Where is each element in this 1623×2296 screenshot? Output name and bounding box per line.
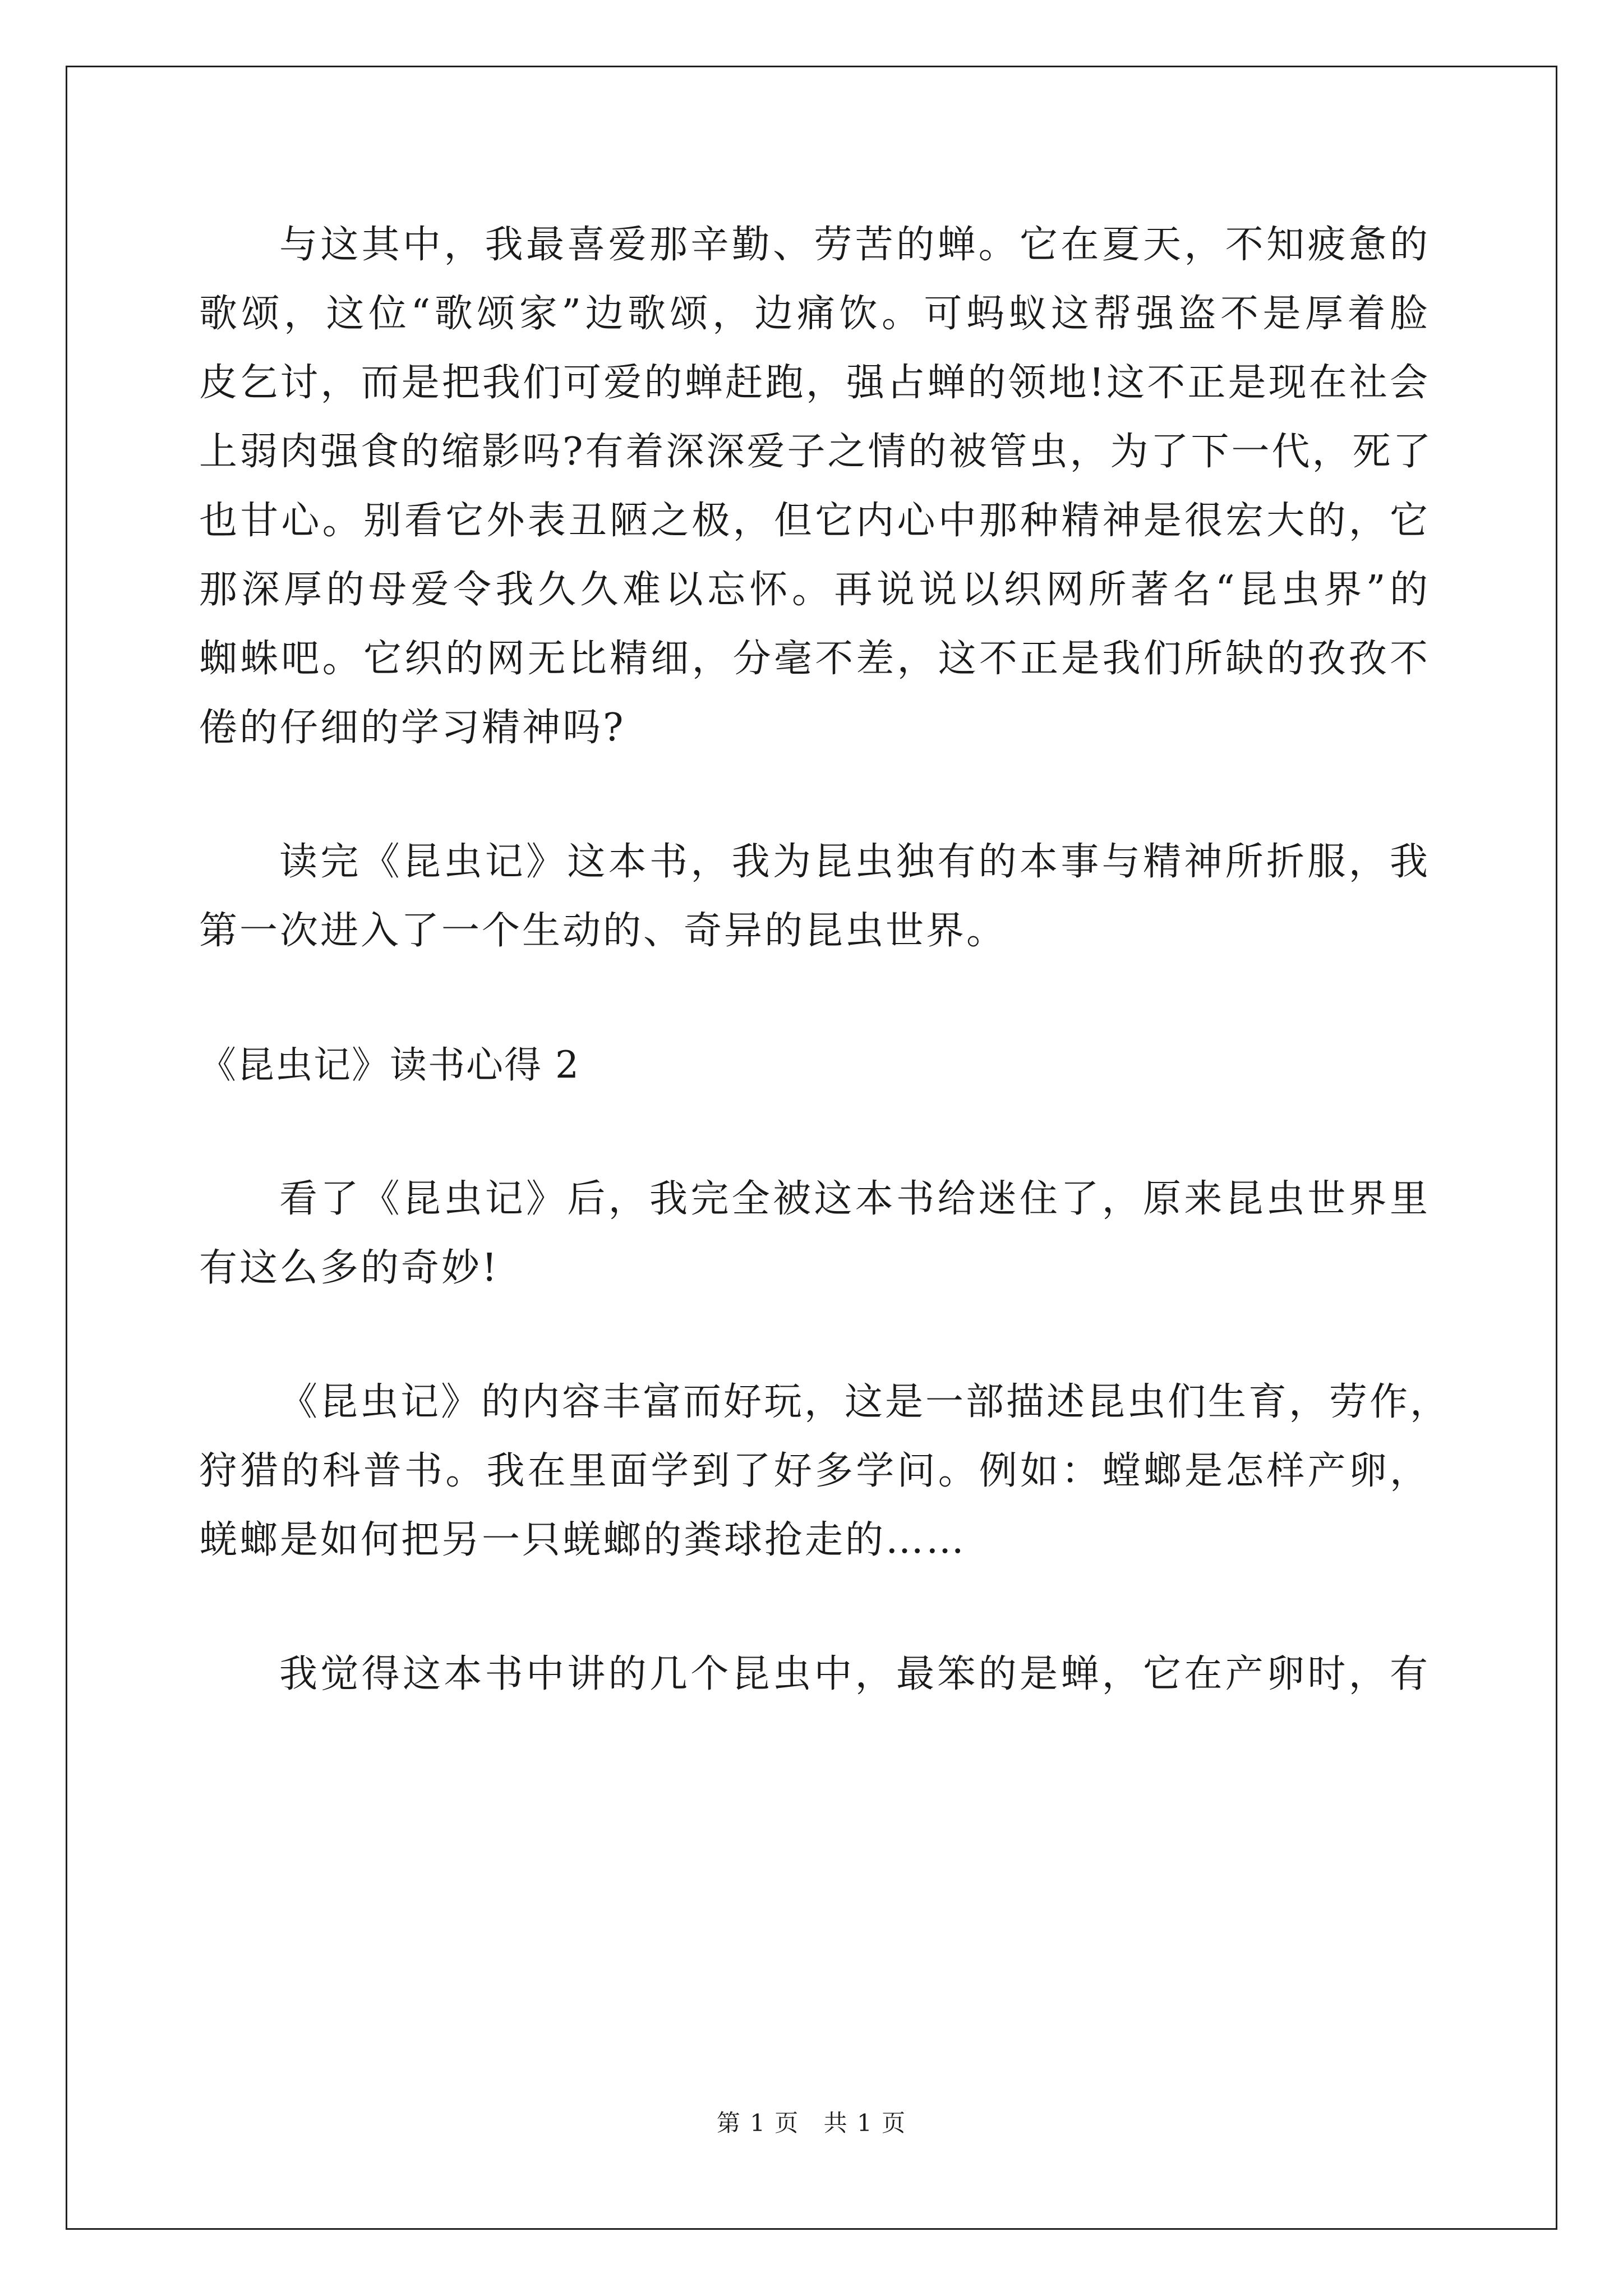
text-line: 看了《昆虫记》后，我完全被这本书给迷住了，原来昆虫世界里	[279, 1177, 1430, 1221]
document-body	[199, 210, 1451, 1709]
section-heading: 《昆虫记》读书心得 2	[199, 1043, 580, 1087]
text-line: 那深厚的母爱令我久久难以忘怀。再说说以织网所著名“昆虫界”的	[199, 568, 1430, 612]
text-line: 也甘心。别看它外表丑陋之极，但它内心中那种精神是很宏大的，它	[199, 499, 1430, 543]
paragraph-gap	[199, 1099, 1430, 1165]
text-line: 读完《昆虫记》这本书，我为昆虫独有的本事与精神所折服，我	[279, 840, 1430, 884]
page-footer	[0, 2106, 1623, 2140]
paragraph-gap	[199, 762, 1430, 827]
paragraph	[199, 1368, 1451, 1575]
paragraph	[199, 827, 1430, 965]
paragraph-gap	[199, 1303, 1430, 1368]
text-line: 有这么多的奇妙!	[199, 1246, 500, 1290]
page-number: 第 1 页	[716, 2109, 800, 2137]
text-line: 皮乞讨，而是把我们可爱的蝉赶跑，强占蝉的领地!这不正是现在社会	[199, 361, 1430, 405]
paragraph	[199, 210, 1433, 762]
text-line: 与这其中，我最喜爱那辛勤、劳苦的蝉。它在夏天，不知疲惫的	[279, 223, 1430, 267]
paragraph-gap	[199, 965, 1430, 1030]
paragraph	[199, 1165, 1430, 1303]
text-line: 蜣螂是如何把另一只蜣螂的粪球抢走的……	[199, 1518, 967, 1562]
text-line: 上弱肉强食的缩影吗?有着深深爱子之情的被管虫，为了下一代，死了	[199, 430, 1433, 474]
paragraph	[199, 1640, 1430, 1709]
paragraph-gap	[199, 1575, 1430, 1640]
text-line: 狩猎的科普书。我在里面学到了好多学问。例如：螳螂是怎样产卵，	[199, 1449, 1430, 1493]
text-line: 歌颂，这位“歌颂家”边歌颂，边痛饮。可蚂蚁这帮强盗不是厚着脸	[199, 292, 1430, 336]
page-total: 共 1 页	[823, 2109, 907, 2137]
text-line: 蜘蛛吧。它织的网无比精细，分毫不差，这不正是我们所缺的孜孜不	[199, 637, 1430, 681]
text-line: 第一次进入了一个生动的、奇异的昆虫世界。	[199, 909, 1007, 953]
text-line: 我觉得这本书中讲的几个昆虫中，最笨的是蝉，它在产卵时，有	[279, 1652, 1430, 1696]
text-line: 《昆虫记》的内容丰富而好玩，这是一部描述昆虫们生育，劳作，	[279, 1380, 1451, 1424]
text-line: 倦的仔细的学习精神吗?	[199, 706, 626, 750]
